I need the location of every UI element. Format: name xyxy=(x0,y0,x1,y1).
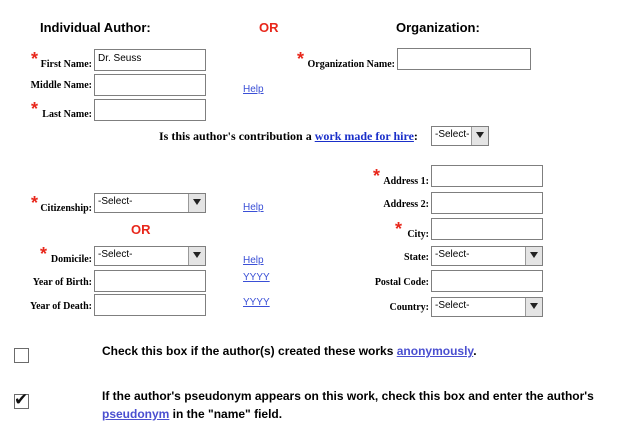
first-name-input[interactable]: Dr. Seuss xyxy=(94,49,206,71)
domicile-select[interactable] xyxy=(94,246,206,266)
state-select[interactable] xyxy=(431,246,543,266)
required-marker: * xyxy=(395,219,403,239)
help-link[interactable]: Help xyxy=(243,255,264,266)
domicile-select-value: -Select- xyxy=(98,249,133,260)
anonymous-text-end: . xyxy=(473,344,477,358)
required-marker: * xyxy=(31,49,39,69)
yyyy-format-link[interactable]: YYYY xyxy=(243,272,270,283)
work-for-hire-question xyxy=(159,129,418,144)
citizenship-select[interactable] xyxy=(94,193,206,213)
organization-heading: Organization: xyxy=(396,20,480,35)
pseudonym-checkbox-text xyxy=(102,387,617,423)
last-name-input[interactable] xyxy=(94,99,206,121)
year-of-birth-label: Year of Birth: xyxy=(32,277,92,288)
year-of-death-input[interactable] xyxy=(94,294,206,316)
pseudonym-text-end: in the "name" field. xyxy=(169,407,283,421)
or-heading: OR xyxy=(259,20,279,35)
year-of-death-label: Year of Death: xyxy=(29,301,92,312)
required-marker: * xyxy=(31,99,39,119)
citizenship-label: Citizenship: xyxy=(40,203,92,214)
work-for-hire-colon: : xyxy=(413,129,418,143)
work-for-hire-select-value: -Select- xyxy=(435,129,470,140)
required-marker: * xyxy=(297,49,305,69)
organization-name-label: Organization Name: xyxy=(307,59,395,70)
city-label: City: xyxy=(407,229,429,240)
address2-input[interactable] xyxy=(431,192,543,214)
help-link[interactable]: Help xyxy=(243,202,264,213)
chevron-down-icon xyxy=(471,127,488,145)
address1-label: Address 1: xyxy=(383,176,429,187)
first-name-label: First Name: xyxy=(40,59,92,70)
chevron-down-icon xyxy=(188,194,205,212)
postal-code-input[interactable] xyxy=(431,270,543,292)
anonymous-checkbox-text xyxy=(102,342,602,360)
work-for-hire-select[interactable] xyxy=(431,126,489,146)
country-select[interactable] xyxy=(431,297,543,317)
individual-author-heading: Individual Author: xyxy=(40,20,151,35)
middle-name-label: Middle Name: xyxy=(30,80,92,91)
required-marker: * xyxy=(373,166,381,186)
address2-label: Address 2: xyxy=(383,199,429,210)
address1-input[interactable] xyxy=(431,165,543,187)
postal-code-label: Postal Code: xyxy=(374,277,429,288)
anonymous-text: Check this box if the author(s) created these works xyxy=(102,344,397,358)
yyyy-format-link[interactable]: YYYY xyxy=(243,297,270,308)
country-label: Country: xyxy=(389,302,429,313)
chevron-down-icon xyxy=(525,298,542,316)
organization-name-input[interactable] xyxy=(397,48,531,70)
last-name-label: Last Name: xyxy=(42,109,92,120)
anonymous-checkbox[interactable] xyxy=(14,348,29,363)
required-marker: * xyxy=(40,244,48,264)
work-made-for-hire-link[interactable]: work made for hire xyxy=(314,129,414,143)
chevron-down-icon xyxy=(525,247,542,265)
state-label: State: xyxy=(404,252,429,263)
check-mark-icon: ✔ xyxy=(14,390,29,410)
required-marker: * xyxy=(31,193,39,213)
state-select-value: -Select- xyxy=(435,249,470,260)
pseudonym-text: If the author's pseudonym appears on this work, check this box and enter the author's xyxy=(102,389,594,403)
country-select-value: -Select- xyxy=(435,300,470,311)
work-for-hire-question-text: Is this author's contribution a xyxy=(159,129,315,143)
help-link[interactable]: Help xyxy=(243,84,264,95)
citizenship-select-value: -Select- xyxy=(98,196,133,207)
middle-name-input[interactable] xyxy=(94,74,206,96)
pseudonym-checkbox[interactable] xyxy=(14,390,29,410)
year-of-birth-input[interactable] xyxy=(94,270,206,292)
chevron-down-icon xyxy=(188,247,205,265)
domicile-label: Domicile: xyxy=(50,254,92,265)
pseudonym-link[interactable]: pseudonym xyxy=(102,407,170,421)
anonymously-link[interactable]: anonymously xyxy=(396,344,474,358)
city-input[interactable] xyxy=(431,218,543,240)
or-separator: OR xyxy=(131,222,151,237)
